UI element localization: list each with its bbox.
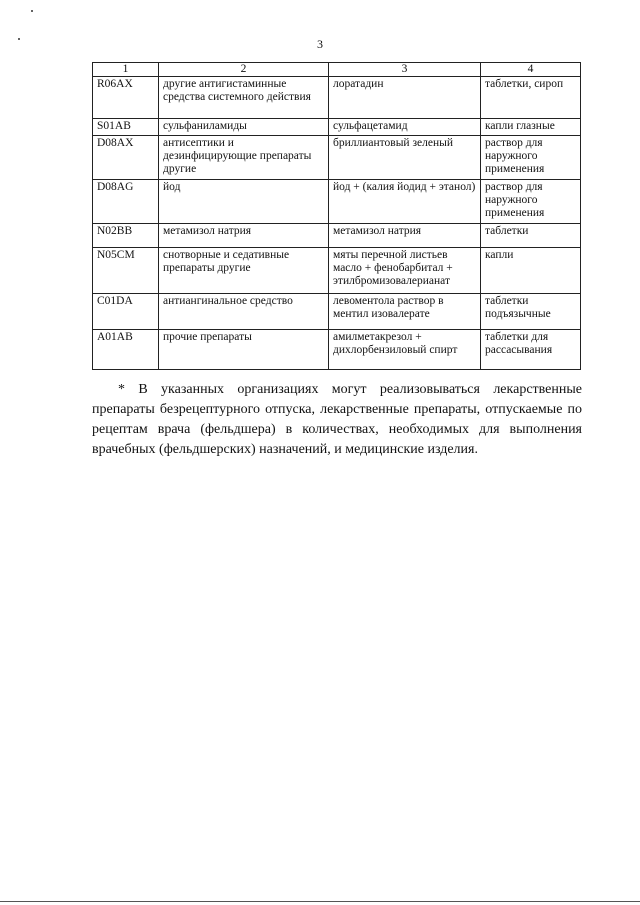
group-cell: прочие препараты bbox=[159, 330, 329, 370]
form-cell: капли глазные bbox=[481, 119, 581, 136]
substance-cell: йод + (калия йодид + этанол) bbox=[329, 180, 481, 224]
atc-code-cell: D08AG bbox=[93, 180, 159, 224]
group-cell: снотворные и седативные препараты другие bbox=[159, 248, 329, 294]
drug-table bbox=[92, 62, 581, 370]
substance-cell: левоментола раствор в ментил изовалерате bbox=[329, 294, 481, 330]
page-number: 3 bbox=[317, 37, 323, 51]
group-cell: сульфаниламиды bbox=[159, 119, 329, 136]
table-row bbox=[93, 119, 581, 136]
column-header: 3 bbox=[329, 63, 481, 77]
form-cell: раствор для наружного применения bbox=[481, 180, 581, 224]
table-header-row bbox=[93, 63, 581, 77]
form-cell: таблетки bbox=[481, 224, 581, 248]
table-row bbox=[93, 180, 581, 224]
table-row bbox=[93, 224, 581, 248]
footnote: * В указанных организациях могут реализовываться лекарственные препараты безрецептурного отпуска, лекарственные препараты, отпускаемые по рецептам врача (фельдшера) в количествах, необходимых для выполнения врачебных (фельдшерских) назначений, и медицинские изделия. bbox=[92, 382, 582, 457]
table-row bbox=[93, 248, 581, 294]
atc-code-cell: A01AB bbox=[93, 330, 159, 370]
column-header: 4 bbox=[481, 63, 581, 77]
substance-cell: сульфацетамид bbox=[329, 119, 481, 136]
form-cell: таблетки для рассасывания bbox=[481, 330, 581, 370]
atc-code-cell: D08AX bbox=[93, 136, 159, 180]
page-edge-rule bbox=[0, 901, 640, 902]
substance-cell: метамизол натрия bbox=[329, 224, 481, 248]
table-row bbox=[93, 294, 581, 330]
group-cell: другие антигистаминные средства системного действия bbox=[159, 77, 329, 119]
atc-code-cell: N02BB bbox=[93, 224, 159, 248]
scan-speck bbox=[31, 10, 33, 12]
group-cell: антисептики и дезинфицирующие препараты другие bbox=[159, 136, 329, 180]
group-cell: метамизол натрия bbox=[159, 224, 329, 248]
form-cell: таблетки, сироп bbox=[481, 77, 581, 119]
group-cell: антиангинальное средство bbox=[159, 294, 329, 330]
form-cell: капли bbox=[481, 248, 581, 294]
form-cell: раствор для наружного применения bbox=[481, 136, 581, 180]
substance-cell: амилметакрезол + дихлорбензиловый спирт bbox=[329, 330, 481, 370]
atc-code-cell: S01AB bbox=[93, 119, 159, 136]
substance-cell: лоратадин bbox=[329, 77, 481, 119]
table-row bbox=[93, 330, 581, 370]
substance-cell: мяты перечной листьев масло + фенобарбитал + этилбромизовалерианат bbox=[329, 248, 481, 294]
table-row bbox=[93, 136, 581, 180]
substance-cell: бриллиантовый зеленый bbox=[329, 136, 481, 180]
group-cell: йод bbox=[159, 180, 329, 224]
atc-code-cell: R06AX bbox=[93, 77, 159, 119]
table-row bbox=[93, 77, 581, 119]
column-header: 2 bbox=[159, 63, 329, 77]
column-header: 1 bbox=[93, 63, 159, 77]
atc-code-cell: C01DA bbox=[93, 294, 159, 330]
form-cell: таблетки подъязычные bbox=[481, 294, 581, 330]
atc-code-cell: N05CM bbox=[93, 248, 159, 294]
